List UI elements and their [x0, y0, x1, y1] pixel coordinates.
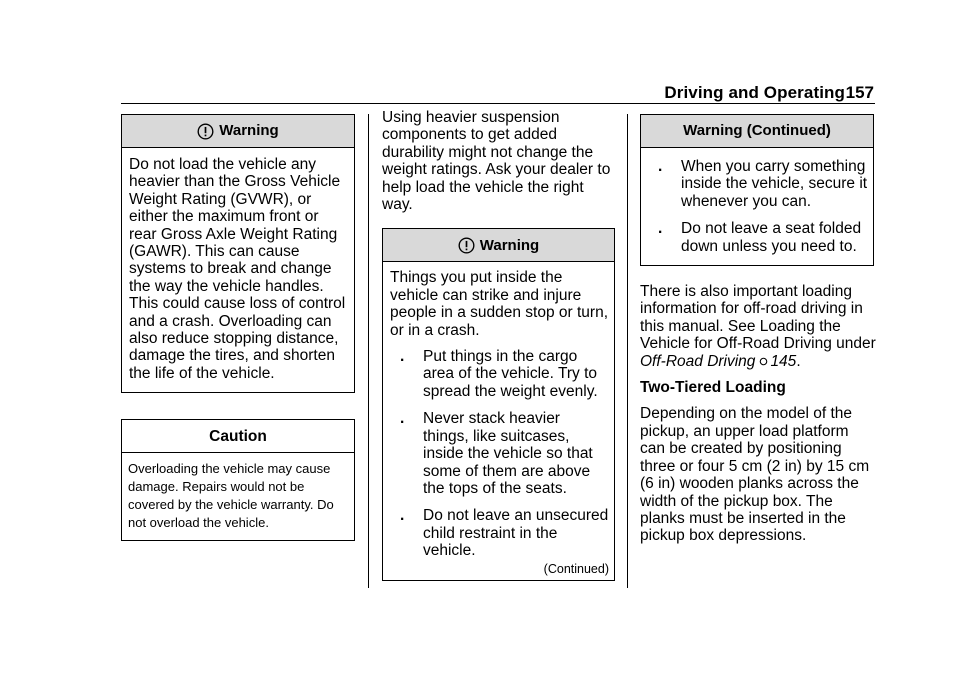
warning-bullet-list: [648, 158, 868, 255]
subheading-two-tiered: Two-Tiered Loading: [640, 379, 786, 397]
warning-title: Warning (Continued): [683, 122, 831, 140]
offroad-page-ref[interactable]: 145: [770, 352, 797, 370]
caution-title: Caution: [209, 427, 267, 445]
column-divider-1: [368, 114, 369, 588]
warning-box-overload: [121, 114, 355, 393]
warning-icon: [458, 237, 475, 254]
caution-text: Overloading the vehicle may cause damage. Repairs would not be covered by the vehicle warranty. Do not overload the vehicle.: [128, 461, 334, 530]
warning-title: Warning: [219, 122, 279, 140]
column-3: [640, 114, 876, 545]
offroad-paragraph: There is also important loading information for off-road driving in this manual. See Loading the Vehicle for Off-Road Driving under Off-Road Driving 145.: [640, 283, 876, 370]
list-item: . Do not leave a seat folded down unless you need to.: [658, 220, 862, 255]
warning-header: [383, 229, 614, 262]
warning-bullet-list: [390, 348, 609, 559]
list-item: . Never stack heavier things, like suitcases, inside the vehicle so that some of them are above the tops of the seats.: [400, 410, 593, 497]
list-item: . Do not leave an unsecured child restraint in the vehicle.: [400, 507, 609, 560]
column-2: [382, 109, 615, 581]
column-1: [121, 114, 355, 541]
warning-title: Warning: [479, 236, 540, 254]
offroad-driving-link[interactable]: Off-Road Driving: [640, 352, 756, 370]
warning-header: [641, 115, 873, 148]
section-title: Driving and Operating: [664, 83, 845, 102]
warning-text: Do not load the vehicle any heavier than the Gross Vehicle Weight Rating (GVWR), or either the maximum front or rear Gross Axle Weight Rating (GAWR). This can cause systems to break and change the way the vehicle handles. This could cause loss of control and a crash. Overloading can also reduce stopping distance, damage the tires, and shorten the life of the vehicle.: [129, 156, 346, 382]
page-reference-icon: [759, 353, 768, 370]
list-item: . When you carry something inside the vehicle, secure it whenever you can.: [658, 158, 868, 210]
column-divider-2: [627, 114, 628, 588]
intro-paragraph: Using heavier suspension components to get added durability might not change the weight ratings. Ask your dealer to help load the vehicle the right way.: [382, 109, 611, 214]
page-header: [0, 0, 960, 104]
header-rule: [121, 103, 875, 104]
continued-label: (Continued): [543, 561, 609, 576]
list-item: . Put things in the cargo area of the vehicle. Try to spread the weight evenly.: [400, 348, 598, 400]
warning-icon: [197, 123, 214, 140]
warning-box-continued: [640, 114, 874, 266]
two-tiered-paragraph: Depending on the model of the pickup, an upper load platform can be created by positioning three or four 5 cm (2 in) by 15 cm (6 in) wooden planks across the width of the pickup box. The planks must be inserted in the pickup box depressions.: [640, 405, 870, 545]
caution-header: [122, 420, 354, 453]
warning-header: [122, 115, 354, 148]
warning-box-cargo: [382, 228, 615, 580]
caution-box: [121, 419, 355, 541]
page-number: 157: [845, 83, 874, 102]
warning-text: Things you put inside the vehicle can strike and injure people in a sudden stop or turn, or in a crash.: [390, 269, 609, 339]
